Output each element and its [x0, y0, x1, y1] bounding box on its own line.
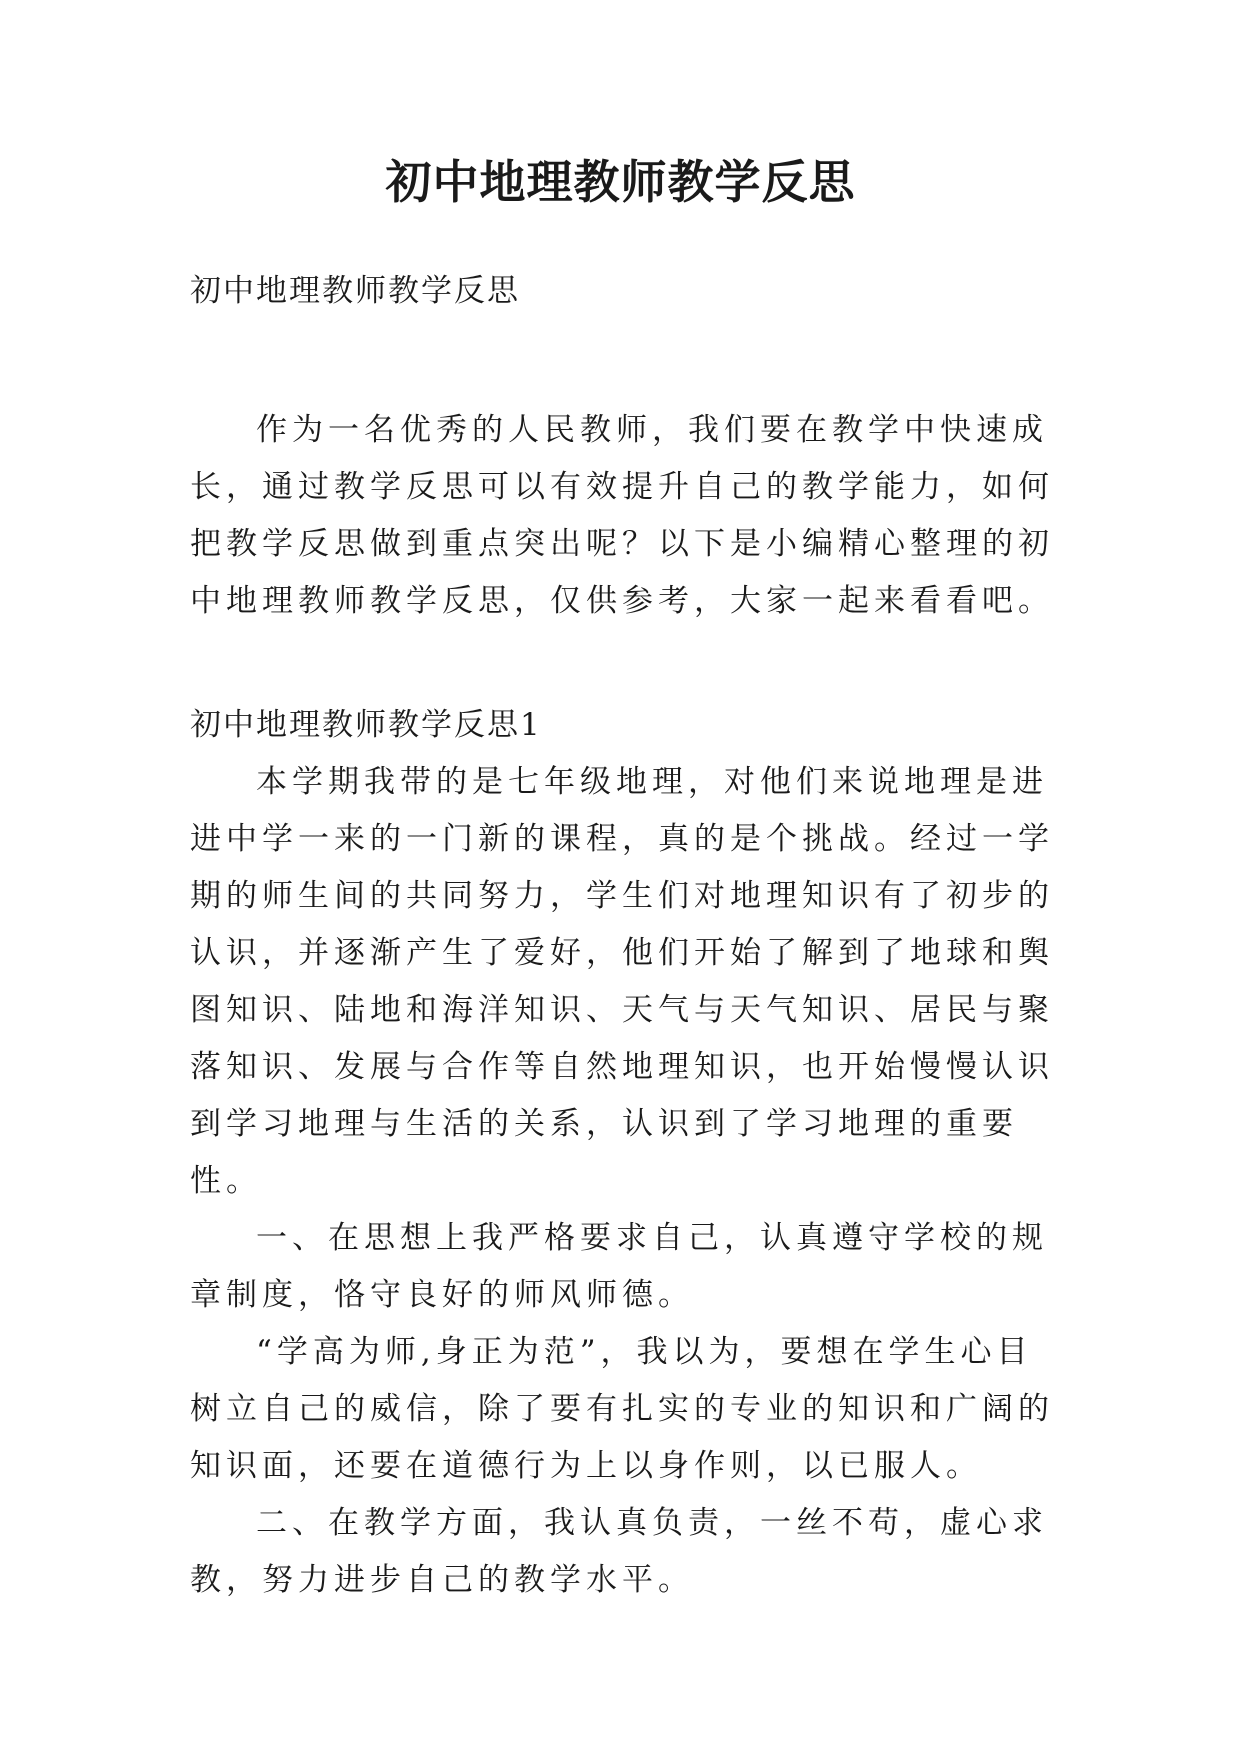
body-paragraph: “学高为师,身正为范”，我以为，要想在学生心目树立自己的威信，除了要有扎实的专业的知识和广阔的知识面，还要在道德行为上以身作则，以已服人。 [190, 1334, 1054, 1484]
intro-paragraph: 作为一名优秀的人民教师，我们要在教学中快速成长，通过教学反思可以有效提升自己的教学能力，如何把教学反思做到重点突出呢？以下是小编精心整理的初中地理教师教学反思，仅供参考，大家一起来看看吧。 [190, 412, 1054, 619]
body-paragraph: 一、在思想上我严格要求自己，认真遵守学校的规章制度，恪守良好的师风师德。 [190, 1220, 1048, 1313]
section-block [190, 697, 1060, 1609]
body-paragraph: 本学期我带的是七年级地理，对他们来说地理是进进中学一来的一门新的课程，真的是个挑战。经过一学期的师生间的共同努力，学生们对地理知识有了初步的认识，并逐渐产生了爱好，他们开始了解到了地球和舆图知识、陆地和海洋知识、天气与天气知识、居民与聚落知识、发展与合作等自然地理知识，也开始慢慢认识到学习地理与生活的关系，认识到了学习地理的重要性。 [190, 764, 1054, 1199]
intro-block [190, 402, 1060, 630]
document-subtitle: 初中地理教师教学反思 [190, 273, 520, 309]
section-heading: 初中地理教师教学反思1 [190, 707, 542, 743]
document-title: 初中地理教师教学反思 [385, 155, 856, 209]
body-paragraph: 二、在教学方面，我认真负责，一丝不苟，虚心求教，努力进步自己的教学水平。 [190, 1505, 1048, 1598]
